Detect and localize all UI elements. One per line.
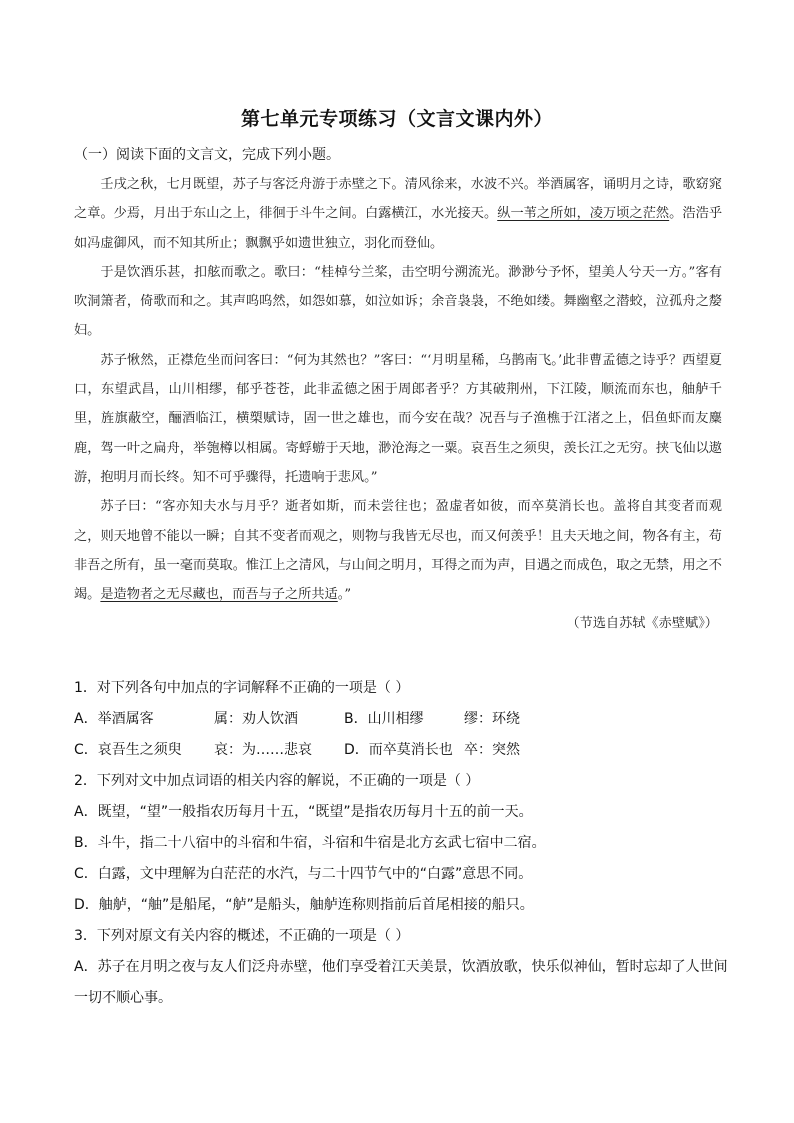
passage-paragraph-3: 苏子愀然，正襟危坐而问客曰：“何为其然也？”客曰：“‘月明星稀，乌鹊南飞。’此非曹孟德之诗乎？西望夏口，东望武昌，山川相缪，郁乎苍苍，此非孟德之困于周郎者乎？方其破荆州，下江陵，顺流而东也，舳舻千里，旌旗蔽空，酾酒临江，横槊赋诗，固一世之雄也，而今安在哉？况吾与子渔樵于江渚之上，侣鱼虾而友麋鹿，驾一叶之扁舟，举匏樽以相属。寄蜉蝣于天地，渺沧海之一粟。哀吾生之须臾，羡长江之无穷。挟飞仙以遨游，抱明月而长终。知不可乎骤得，托遗响于悲风。” <box>74 352 722 485</box>
passage-paragraph-4 <box>74 492 722 609</box>
question-3-option-a: A．苏子在月明之夜与友人们泛舟赤壁，他们享受着江天美景，饮酒放歌，快乐似神仙，暂时忘却了人世间一切不顺心事。 <box>74 959 728 1006</box>
option-b-gloss: 缪：环绕 <box>464 711 520 727</box>
question-2-option-b: B．斗牛，指二十八宿中的斗宿和牛宿，斗宿和牛宿是北方玄武七宿中二宿。 <box>74 835 546 851</box>
question-2-option-d: D．舳舻，“舳”是船尾，“舻”是船头，舳舻连称则指前后首尾相接的船只。 <box>74 897 534 913</box>
passage-paragraph-1 <box>74 170 722 258</box>
underlined-sentence-1: 纵一苇之所如，凌万顷之茫然 <box>497 206 670 222</box>
option-d-text: D．而卒莫消长也 <box>344 742 453 758</box>
question-1-options-row-1 <box>74 704 734 735</box>
option-d-gloss: 卒：突然 <box>464 742 520 758</box>
section-instruction: （一）阅读下面的文言文，完成下列小题。 <box>74 147 340 163</box>
option-c-text: C．哀吾生之须臾 <box>74 742 182 758</box>
question-2-option-a: A．既望，“望”一般指农历每月十五，“既望”是指农历每月十五的前一天。 <box>74 804 533 820</box>
passage-text: 。浩浩乎如冯虚御风，而不知其所止；飘飘乎如遗世独立，羽化而登仙。 <box>74 206 723 251</box>
question-3: 3．下列对原文有关内容的概述，不正确的一项是（ ） <box>74 928 410 944</box>
question-1-options-row-2 <box>74 735 734 766</box>
question-2-option-c: C．白露，文中理解为白茫茫的水汽，与二十四节气中的“白露”意思不同。 <box>74 866 533 882</box>
question-2: 2．下列对文中加点词语的相关内容的解说，不正确的一项是（ ） <box>74 773 480 789</box>
classical-text-passage <box>74 170 722 639</box>
passage-text: 壬戌之秋，七月既望，苏子与客泛舟游于赤壁之下。清风徐来，水波不兴。举酒属客，诵明月之诗，歌窈窕之章。少焉，月出于东山之上，徘徊于斗牛之间。白露横江，水光接天。 <box>74 177 722 222</box>
passage-paragraph-2: 于是饮酒乐甚，扣舷而歌之。歌曰：“桂棹兮兰桨，击空明兮溯流光。渺渺兮予怀，望美人兮天一方。”客有吹洞箫者，倚歌而和之。其声呜呜然，如怨如慕，如泣如诉；余音袅袅，不绝如缕。舞幽壑之潜蛟，泣孤舟之嫠妇。 <box>74 264 722 339</box>
passage-source: （节选自苏轼《赤壁赋》） <box>566 616 718 632</box>
passage-text: 苏子曰：“客亦知夫水与月乎？逝者如斯，而未尝往也；盈虚者如彼，而卒莫消长也。盖将自其变者而观之，则天地曾不能以一瞬；自其不变者而观之，则物与我皆无尽也，而又何羡乎！且夫天地之间，物各有主，苟非吾之所有，虽一毫而莫取。惟江上之清风，与山间之明月，耳得之而为声，目遇之而成色，取之无禁，用之不竭。 <box>74 499 722 603</box>
passage-text: 。” <box>337 587 352 603</box>
questions-section <box>74 673 734 1014</box>
option-b-text: B．山川相缪 <box>344 711 424 727</box>
option-a-text: A．举酒属客 <box>74 711 154 727</box>
question-1: 1．对下列各句中加点的字词解释不正确的一项是（ ） <box>74 680 410 696</box>
option-c-gloss: 哀：为……悲哀 <box>214 742 312 758</box>
option-a-gloss: 属：劝人饮酒 <box>214 711 298 727</box>
underlined-sentence-2: 是造物者之无尽藏也，而吾与子之所共适 <box>100 587 338 603</box>
document-title: 第七单元专项练习（文言文课内外） <box>240 108 553 130</box>
